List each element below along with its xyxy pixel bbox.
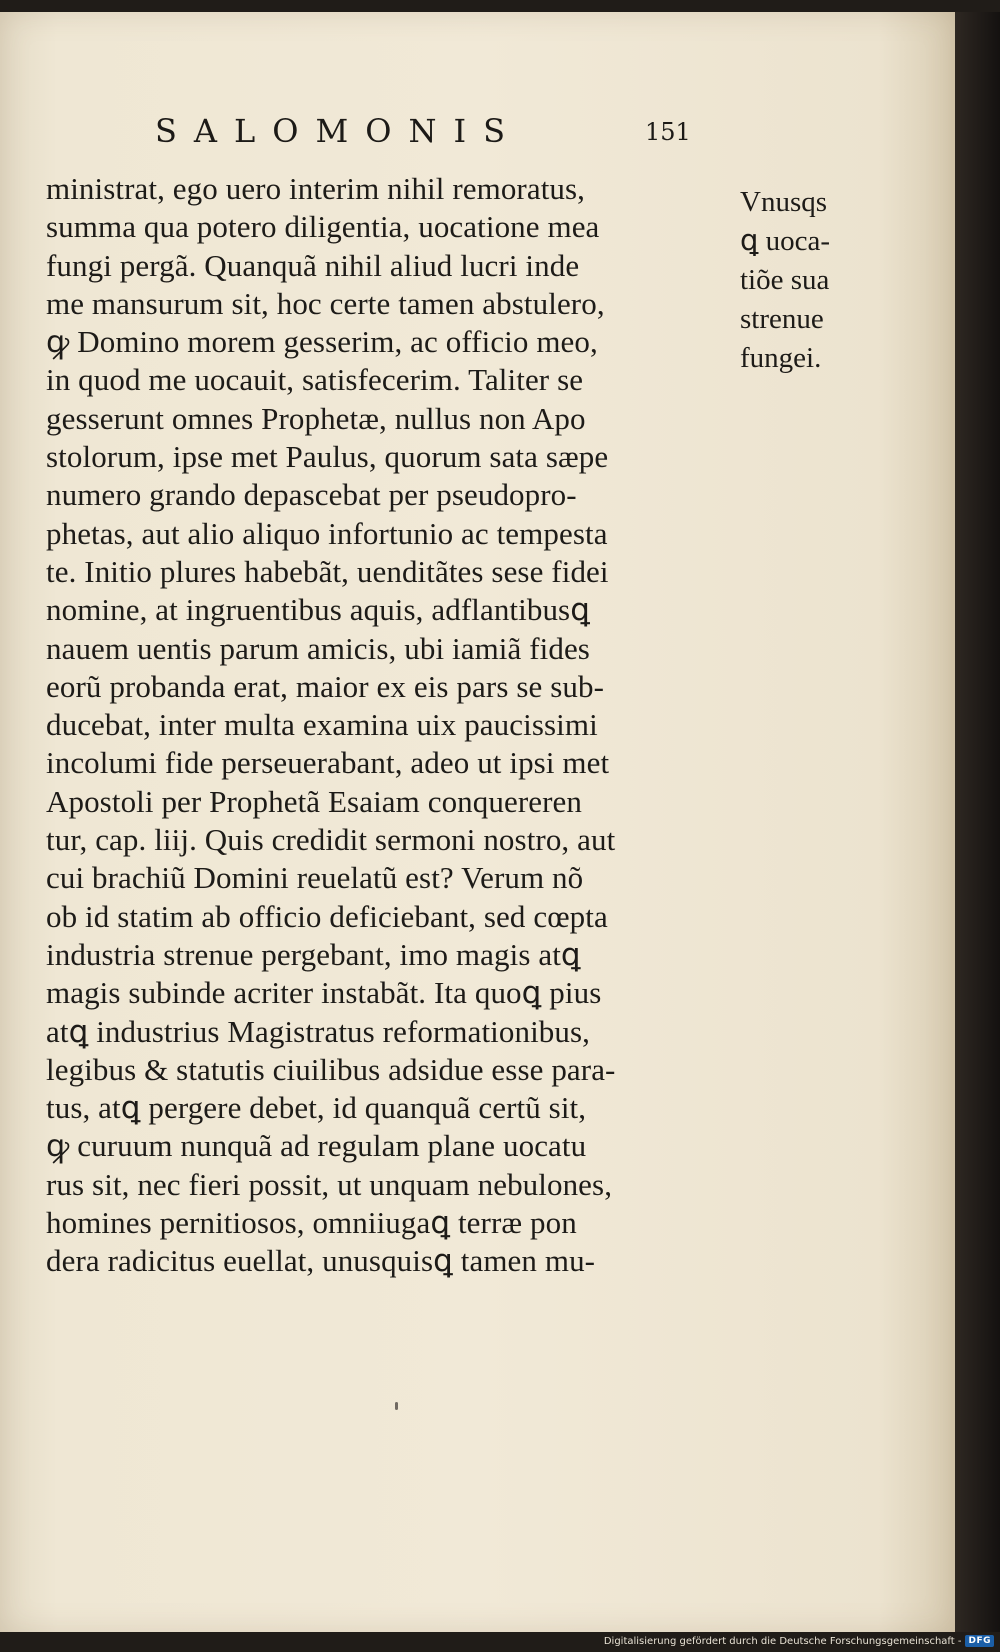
text-line: ꝙ curuum nunquã ad regulam plane uocatu [46,1128,587,1164]
text-line: atꝗ industrius Magistratus reformationibus, [46,1013,591,1049]
text-line: ob id statim ab officio deficiebant, sed cœpta [46,898,608,934]
text-line: stolorum, ipse met Paulus, quorum sata sæpe [46,439,609,475]
page-number: 151 [645,118,691,146]
ink-speck [395,1402,398,1410]
text-line: eorũ probanda erat, maior ex eis pars se sub- [46,668,604,704]
text-line: gesserunt omnes Prophetæ, nullus non Apo [46,400,586,436]
text-line: nauem uentis parum amicis, ubi iamiã fides [46,630,590,666]
margin-note-line: ꝗ uoca- [740,225,831,257]
text-line: phetas, aut alio aliquo infortunio ac tempesta [46,515,608,551]
text-line: industria strenue pergebant, imo magis atꝗ [46,936,581,972]
text-line: cui brachiũ Domini reuelatũ est? Verum nõ [46,860,584,896]
credit-text: Digitalisierung gefördert durch die Deutsche Forschungsgemeinschaft - [603,1635,962,1647]
text-line: tus, atꝗ pergere debet, id quanquã certũ sit, [46,1090,587,1126]
text-line: me mansurum sit, hoc certe tamen abstulero, [46,285,605,321]
margin-note-line: tiõe sua [740,264,830,296]
margin-note-line: strenue [740,303,824,335]
text-line: nomine, at ingruentibus aquis, adflantibusꝗ [46,592,590,628]
margin-note-line: Vnusqs [740,186,828,218]
text-line: incolumi fide perseuerabant, adeo ut ipsi met [46,745,610,781]
text-line: ducebat, inter multa examina uix paucissimi [46,707,598,743]
text-line: in quod me uocauit, satisfecerim. Taliter se [46,362,584,398]
text-line: numero grando depascebat per pseudopro- [46,477,577,513]
text-line: dera radicitus euellat, unusquisꝗ tamen mu- [46,1243,596,1279]
text-line: legibus & statutis ciuilibus adsidue esse para- [46,1051,616,1087]
page-edge [955,12,1000,1632]
running-head: SALOMONIS [155,112,523,150]
text-line: ministrat, ego uero interim nihil remoratus, [46,171,586,206]
text-line: Apostoli per Prophetã Esaiam conquereren [46,783,582,819]
marginal-note [740,183,870,378]
text-line: tur, cap. liij. Quis credidit sermoni nostro, aut [46,822,616,858]
text-line: fungi pergã. Quanquã nihil aliud lucri inde [46,247,580,283]
text-line: rus sit, nec fieri possit, ut unquam nebulones, [46,1166,613,1202]
text-line: ꝙ Domino morem gesserim, ac officio meo, [46,324,598,360]
text-line: homines pernitiosos, omniiugaꝗ terræ pon [46,1205,577,1241]
margin-note-line: fungei. [740,342,822,374]
main-text-block [46,170,736,1281]
text-line: summa qua potero diligentia, uocatione mea [46,209,600,245]
digitization-credit [604,1635,994,1647]
text-line: te. Initio plures habebãt, uenditãtes sese fidei [46,553,609,589]
text-line: magis subinde acriter instabãt. Ita quoꝗ pius [46,975,602,1011]
dfg-logo: DFG [965,1635,994,1647]
